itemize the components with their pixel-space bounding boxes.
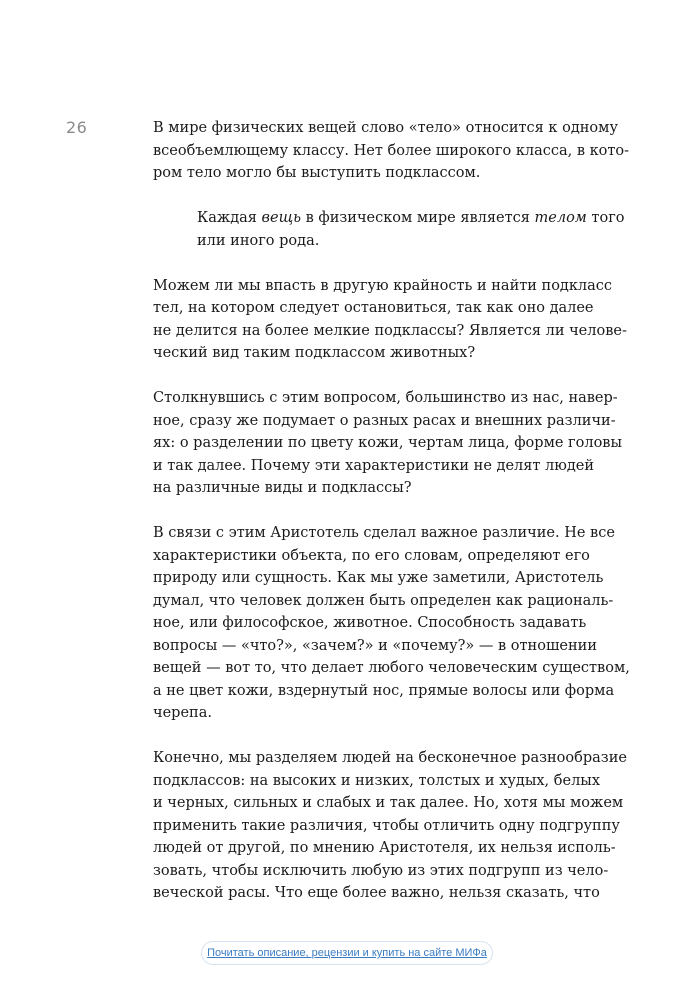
paragraph-4 (153, 522, 630, 725)
text-line: зовать, чтобы исключить любую из этих подгрупп из чело- (153, 862, 609, 879)
text-line: Конечно, мы разделяем людей на бесконечное разнообразие (153, 750, 627, 766)
text-line: тел, на котором следует остановиться, так как оно далее (153, 300, 594, 316)
quote-line-1: Каждая вещь в физическом мире является телом того (197, 210, 625, 226)
text-line: и черных, сильных и слабых и так далее. Но, хотя мы можем (153, 795, 624, 811)
page-number: 26 (66, 118, 88, 137)
text-line: Можем ли мы впасть в другую крайность и найти подкласс (153, 277, 613, 294)
text-line: природу или сущность. Как мы уже заметили, Аристотель (153, 570, 604, 586)
store-link[interactable]: Почитать описание, рецензии и купить на сайте МИФа (201, 941, 493, 965)
text-line: вопросы — «что?», «зачем?» и «почему?» — в отношении (153, 637, 597, 654)
text-line: а не цвет кожи, вздернутый нос, прямые волосы или форма (153, 682, 615, 699)
text-line: людей от другой, по мнению Аристотеля, их нельзя исполь- (153, 840, 616, 856)
text-line: ное, сразу же подумает о разных расах и внешних различи- (153, 412, 616, 429)
paragraph-5 (153, 747, 627, 905)
text-line: ческий вид таким подклассом животных? (153, 345, 476, 361)
text-line: и так далее. Почему эти характеристики не делят людей (153, 457, 595, 474)
paragraph-1 (153, 117, 630, 185)
text-line: ром тело могло бы выступить подклассом. (153, 165, 481, 181)
text-line: не делится на более мелкие подклассы? Является ли челове- (153, 322, 627, 339)
paragraph-3 (153, 387, 623, 500)
text-line: В мире физических вещей слово «тело» относится к одному (153, 120, 618, 136)
text-line: веческой расы. Что еще более важно, нельзя сказать, что (153, 885, 600, 901)
text-line: вещей — вот то, что делает любого человеческим существом, (153, 660, 630, 676)
text-line: всеобъемлющему классу. Нет более широкого класса, в кото- (153, 142, 630, 159)
text-line: на различные виды и подклассы? (153, 480, 412, 496)
quote-line-2: или иного рода. (197, 232, 320, 249)
emphasis-word: телом (534, 210, 587, 226)
paragraph-2 (153, 275, 627, 365)
text-line: применить такие различия, чтобы отличить одну подгруппу (153, 817, 620, 834)
text-line: Столкнувшись с этим вопросом, большинство из нас, навер- (153, 390, 618, 406)
text-line: думал, что человек должен быть определен как рациональ- (153, 592, 614, 609)
text-line: подклассов: на высоких и низких, толстых и худых, белых (153, 772, 601, 789)
text-line: черепа. (153, 705, 212, 721)
text-line: В связи с этим Аристотель сделал важное различие. Не все (153, 525, 615, 541)
text-line: ное, или философское, животное. Способность задавать (153, 615, 587, 631)
text-line: ях: о разделении по цвету кожи, чертам лица, форме головы (153, 435, 623, 451)
text-line: характеристики объекта, по его словам, определяют его (153, 547, 590, 564)
book-text (153, 117, 630, 905)
block-quote (153, 207, 623, 252)
emphasis-word: вещь (261, 210, 301, 226)
